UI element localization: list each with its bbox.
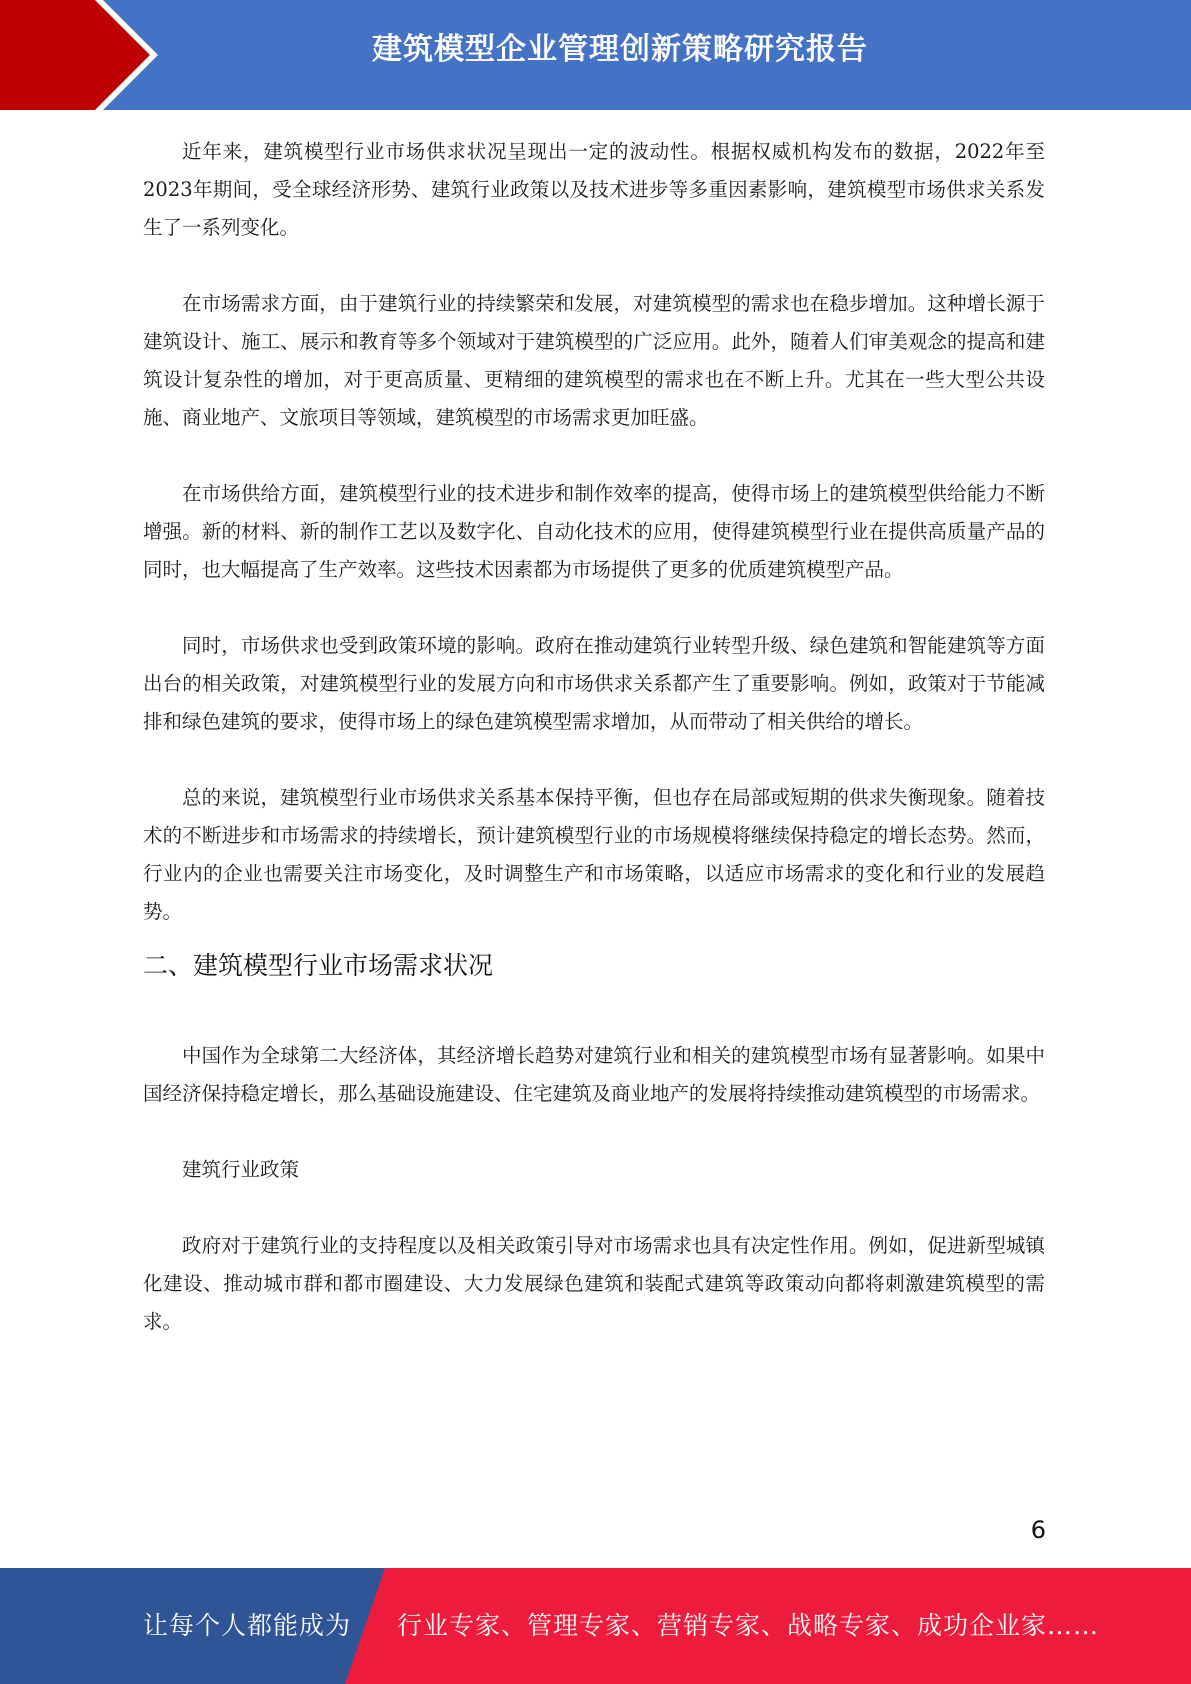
subheading: 建筑行业政策 xyxy=(182,1158,300,1181)
main-content xyxy=(143,133,1045,1341)
body-paragraph: 总的来说，建筑模型行业市场供求关系基本保持平衡，但也存在局部或短期的供求失衡现象。随着技术的不断进步和市场需求的持续增长，预计建筑模型行业的市场规模将继续保持稳定的增长态势。然而，行业内的企业也需要关注市场变化，及时调整生产和市场策略，以适应市场需求的变化和行业的发展趋势。 xyxy=(143,786,1045,923)
report-title: 建筑模型企业管理创新策略研究报告 xyxy=(372,32,868,67)
policy-paragraph: 政府对于建筑行业的支持程度以及相关政策引导对市场需求也具有决定性作用。例如，促进新型城镇化建设、推动城市群和都市圈建设、大力发展绿色建筑和装配式建筑等政策动向都将刺激建筑模型的需求。 xyxy=(143,1234,1045,1333)
footer-slogan-left: 让每个人都能成为 xyxy=(143,1611,352,1640)
body-paragraph: 在市场供给方面，建筑模型行业的技术进步和制作效率的提高，使得市场上的建筑模型供给能力不断增强。新的材料、新的制作工艺以及数字化、自动化技术的应用，使得建筑模型行业在提供高质量产品的同时，也大幅提高了生产效率。这些技术因素都为市场提供了更多的优质建筑模型产品。 xyxy=(143,482,1045,581)
page-header xyxy=(0,0,1191,110)
body-paragraph: 在市场需求方面，由于建筑行业的持续繁荣和发展，对建筑模型的需求也在稳步增加。这种增长源于建筑设计、施工、展示和教育等多个领域对于建筑模型的广泛应用。此外，随着人们审美观念的提高和建筑设计复杂性的增加，对于更高质量、更精细的建筑模型的需求也在不断上升。尤其在一些大型公共设施、商业地产、文旅项目等领域，建筑模型的市场需求更加旺盛。 xyxy=(143,292,1045,429)
header-chevron-decoration xyxy=(0,0,160,110)
page-footer xyxy=(0,1568,1191,1684)
page-number: 6 xyxy=(1030,1516,1046,1544)
section-intro-paragraph: 中国作为全球第二大经济体，其经济增长趋势对建筑行业和相关的建筑模型市场有显著影响。如果中国经济保持稳定增长，那么基础设施建设、住宅建筑及商业地产的发展将持续推动建筑模型的市场需求。 xyxy=(143,1044,1045,1105)
section-heading: 二、建筑模型行业市场需求状况 xyxy=(143,951,494,980)
body-paragraph: 近年来，建筑模型行业市场供求状况呈现出一定的波动性。根据权威机构发布的数据，2022年至2023年期间，受全球经济形势、建筑行业政策以及技术进步等多重因素影响，建筑模型市场供求关系发生了一系列变化。 xyxy=(143,140,1045,239)
body-paragraph: 同时，市场供求也受到政策环境的影响。政府在推动建筑行业转型升级、绿色建筑和智能建筑等方面出台的相关政策，对建筑模型行业的发展方向和市场供求关系都产生了重要影响。例如，政策对于节能减排和绿色建筑的要求，使得市场上的绿色建筑模型需求增加，从而带动了相关供给的增长。 xyxy=(143,634,1045,733)
footer-slogan-right: 行业专家、管理专家、营销专家、战略专家、成功企业家…… xyxy=(397,1611,1100,1640)
